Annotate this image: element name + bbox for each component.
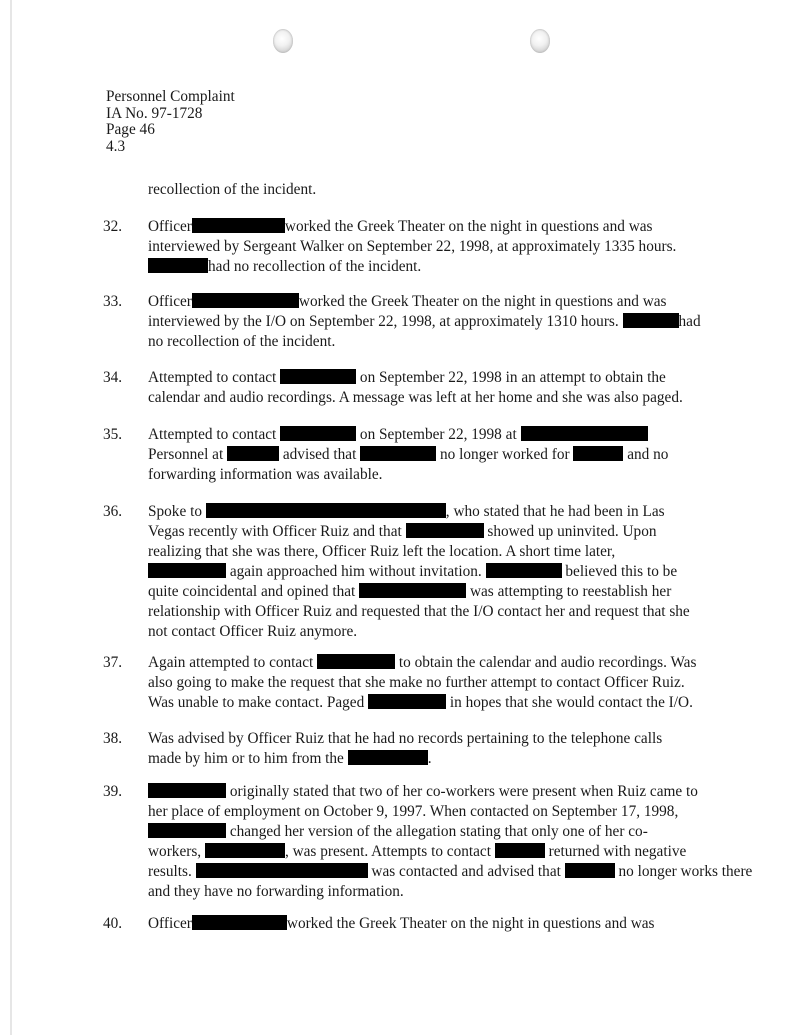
paragraph-line bbox=[148, 883, 404, 902]
text-segment: to obtain the calendar and audio recordings. Was bbox=[395, 654, 697, 671]
paragraph-line bbox=[148, 603, 690, 622]
text-segment: had no recollection of the incident. bbox=[208, 258, 422, 275]
paragraph-line bbox=[148, 823, 648, 842]
text-segment: was contacted and advised that bbox=[367, 863, 565, 880]
paragraph-line bbox=[148, 389, 683, 408]
redaction-bar bbox=[406, 523, 484, 538]
paragraph-line bbox=[148, 654, 696, 673]
text-segment: no longer works there bbox=[614, 863, 753, 880]
text-segment: Personnel at bbox=[148, 446, 228, 463]
redaction-bar bbox=[280, 426, 356, 441]
redaction-bar bbox=[206, 503, 446, 518]
redaction-bar bbox=[317, 654, 395, 669]
paragraph-line bbox=[148, 503, 665, 522]
text-segment: . bbox=[427, 750, 432, 767]
text-segment: no recollection of the incident. bbox=[148, 333, 336, 350]
text-segment: realizing that she was there, Officer Ruiz left the location. A short time later, bbox=[148, 543, 616, 560]
paragraph-line bbox=[148, 674, 685, 693]
paragraph-number: 39. bbox=[103, 783, 123, 800]
text-segment: , who stated that he had been in Las bbox=[445, 503, 665, 520]
text-segment: Vegas recently with Officer Ruiz and that bbox=[148, 523, 406, 540]
redaction-bar bbox=[196, 863, 368, 878]
text-segment: on September 22, 1998 in an attempt to obtain the bbox=[356, 369, 666, 386]
page-left-edge bbox=[10, 0, 12, 1035]
text-segment: and they have no forwarding information. bbox=[148, 883, 404, 900]
paragraph-number: 34. bbox=[103, 369, 123, 386]
text-segment: her place of employment on October 9, 1997. When contacted on September 17, 1998, bbox=[148, 803, 679, 820]
redaction-bar bbox=[280, 369, 356, 384]
redaction-bar bbox=[521, 426, 648, 441]
text-segment: interviewed by Sergeant Walker on September 22, 1998, at approximately 1335 hours. bbox=[148, 238, 677, 255]
redaction-bar bbox=[192, 218, 285, 233]
text-segment: results. bbox=[148, 863, 196, 880]
header-ia-number: IA No. 97-1728 bbox=[106, 104, 203, 122]
text-segment: also going to make the request that she make no further attempt to contact Officer Ruiz. bbox=[148, 674, 685, 691]
text-segment: originally stated that two of her co-workers were present when Ruiz came to bbox=[226, 783, 698, 800]
punch-hole-right bbox=[530, 29, 550, 53]
text-segment: calendar and audio recordings. A message was left at her home and she was also paged. bbox=[148, 389, 683, 406]
redaction-bar bbox=[348, 750, 428, 765]
redaction-bar bbox=[148, 563, 226, 578]
text-segment: Spoke to bbox=[148, 503, 206, 520]
paragraph-number: 32. bbox=[103, 218, 123, 235]
paragraph-line bbox=[148, 623, 357, 642]
paragraph-line bbox=[148, 803, 678, 822]
text-segment: on September 22, 1998 at bbox=[356, 426, 521, 443]
text-segment: advised that bbox=[279, 446, 361, 463]
paragraph-line bbox=[148, 843, 686, 862]
paragraph-line bbox=[148, 863, 752, 882]
redaction-bar bbox=[205, 843, 285, 858]
text-segment: no longer worked for bbox=[436, 446, 574, 463]
paragraph-line bbox=[148, 369, 666, 388]
paragraph-number: 40. bbox=[103, 915, 123, 932]
paragraph-line bbox=[148, 730, 662, 749]
redaction-bar bbox=[495, 843, 545, 858]
text-segment: Again attempted to contact bbox=[148, 654, 318, 671]
text-segment: Was unable to make contact. Paged bbox=[148, 694, 369, 711]
paragraph-line bbox=[148, 238, 676, 257]
header-title: Personnel Complaint bbox=[106, 88, 235, 105]
redaction-bar bbox=[565, 863, 615, 878]
continuation-line: recollection of the incident. bbox=[148, 181, 317, 198]
header-page-number: Page 46 bbox=[106, 121, 155, 138]
text-segment: Was advised by Officer Ruiz that he had no records pertaining to the telephone calls bbox=[148, 730, 663, 747]
text-segment: worked the Greek Theater on the night in questions and was bbox=[284, 218, 653, 235]
paragraph-line bbox=[148, 583, 671, 602]
paragraph-line bbox=[148, 523, 657, 542]
paragraph-line bbox=[148, 543, 615, 562]
text-segment: was attempting to reestablish her bbox=[466, 583, 672, 600]
redaction-bar bbox=[486, 563, 562, 578]
paragraph-line bbox=[148, 293, 667, 312]
redaction-bar bbox=[360, 446, 436, 461]
paragraph-line bbox=[148, 915, 655, 934]
redaction-bar bbox=[359, 583, 466, 598]
paragraph-line bbox=[148, 333, 335, 352]
text-segment: interviewed by the I/O on September 22, 1998, at approximately 1310 hours. bbox=[148, 313, 623, 330]
text-segment: and no bbox=[623, 446, 669, 463]
text-segment: Attempted to contact bbox=[148, 369, 281, 386]
paragraph-line bbox=[148, 218, 653, 237]
text-segment: workers, bbox=[148, 843, 205, 860]
document-header bbox=[106, 89, 235, 155]
paragraph-number: 35. bbox=[103, 426, 123, 443]
text-segment: had bbox=[678, 313, 701, 330]
paragraph-number: 36. bbox=[103, 503, 123, 520]
text-segment: changed her version of the allegation stating that only one of her co- bbox=[226, 823, 648, 840]
paragraph-line bbox=[148, 258, 421, 277]
text-segment: showed up uninvited. Upon bbox=[483, 523, 657, 540]
text-segment: forwarding information was available. bbox=[148, 466, 383, 483]
paragraph-number: 38. bbox=[103, 730, 123, 747]
paragraph-number: 33. bbox=[103, 293, 123, 310]
text-segment: Officer bbox=[148, 915, 192, 932]
text-segment: made by him or to him from the bbox=[148, 750, 348, 767]
redaction-bar bbox=[148, 823, 226, 838]
paragraph-line bbox=[148, 466, 382, 485]
paragraph-line bbox=[148, 750, 432, 769]
text-segment: returned with negative bbox=[544, 843, 687, 860]
text-segment: in hopes that she would contact the I/O. bbox=[446, 694, 693, 711]
paragraph-line bbox=[148, 694, 693, 713]
redaction-bar bbox=[148, 783, 226, 798]
text-segment: Officer bbox=[148, 218, 192, 235]
paragraph-line bbox=[148, 563, 677, 582]
redaction-bar bbox=[368, 694, 446, 709]
redaction-bar bbox=[148, 258, 208, 273]
redaction-bar bbox=[227, 446, 279, 461]
paragraph-line bbox=[148, 446, 668, 465]
redaction-bar bbox=[573, 446, 623, 461]
text-segment: , was present. Attempts to contact bbox=[284, 843, 495, 860]
redaction-bar bbox=[623, 313, 679, 328]
text-segment: worked the Greek Theater on the night in questions and was bbox=[298, 293, 667, 310]
text-segment: believed this to be bbox=[561, 563, 678, 580]
text-segment: not contact Officer Ruiz anymore. bbox=[148, 623, 358, 640]
paragraph-line bbox=[148, 426, 648, 445]
paragraph-number: 37. bbox=[103, 654, 123, 671]
header-section: 4.3 bbox=[106, 137, 126, 155]
text-segment: Attempted to contact bbox=[148, 426, 281, 443]
punch-hole-left bbox=[273, 29, 293, 53]
text-segment: relationship with Officer Ruiz and requested that the I/O contact her and request that she bbox=[148, 603, 690, 620]
redaction-bar bbox=[192, 293, 299, 308]
redaction-bar bbox=[192, 915, 287, 930]
text-segment: again approached him without invitation. bbox=[226, 563, 486, 580]
paragraph-line bbox=[148, 313, 701, 332]
paragraph-line bbox=[148, 783, 698, 802]
text-segment: quite coincidental and opined that bbox=[148, 583, 360, 600]
text-segment: worked the Greek Theater on the night in questions and was bbox=[286, 915, 655, 932]
text-segment: Officer bbox=[148, 293, 192, 310]
